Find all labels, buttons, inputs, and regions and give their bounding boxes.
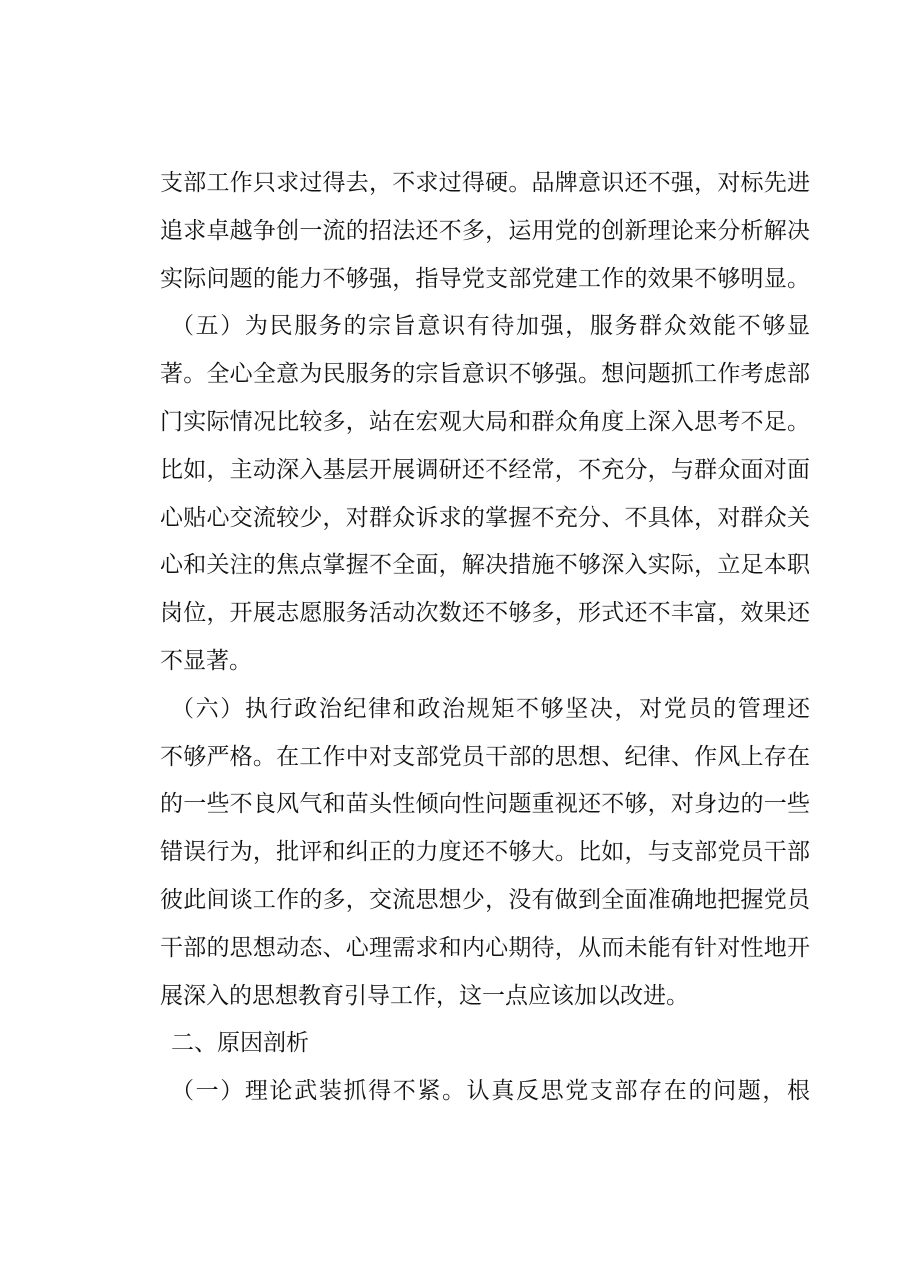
text-line: 心和关注的焦点掌握不全面，解决措施不够深入实际，立足本职 [160,552,810,579]
text-line: 不够严格。在工作中对支部党员干部的思想、纪律、作风上存在 [160,743,810,770]
text-line-subsection-one: （一）理论武装抓得不紧。认真反思党支部存在的问题，根 [171,1078,810,1105]
text-line: 展深入的思想教育引导工作，这一点应该加以改进。 [160,982,689,1009]
text-line: 彼此间谈工作的多，交流思想少，没有做到全面准确地把握党员 [160,886,810,913]
text-line: 不显著。 [160,647,252,674]
text-line: 心贴心交流较少，对群众诉求的掌握不充分、不具体，对群众关 [160,504,810,531]
document-body [160,167,810,1123]
text-line: 追求卓越争创一流的招法还不多，运用党的创新理论来分析解决 [160,217,810,244]
text-line-section-six: （六）执行政治纪律和政治规矩不够坚决，对党员的管理还 [171,695,810,722]
text-line: 著。全心全意为民服务的宗旨意识不够强。想问题抓工作考虑部 [160,361,810,388]
text-line-section-five: （五）为民服务的宗旨意识有待加强，服务群众效能不够显 [171,313,810,340]
text-line: 门实际情况比较多，站在宏观大局和群众角度上深入思考不足。 [160,408,810,435]
text-line: 干部的思想动态、心理需求和内心期待，从而未能有针对性地开 [160,934,810,961]
text-line: 比如，主动深入基层开展调研还不经常，不充分，与群众面对面 [160,456,810,483]
text-line: 错误行为，批评和纠正的力度还不够大。比如，与支部党员干部 [160,839,810,866]
text-line: 的一些不良风气和苗头性倾向性问题重视还不够，对身边的一些 [160,791,810,818]
text-line: 支部工作只求过得去，不求过得硬。品牌意识还不强，对标先进 [160,170,810,196]
section-heading: 二、原因剖析 [171,1030,309,1057]
text-line: 实际问题的能力不够强，指导党支部党建工作的效果不够明显。 [160,265,810,292]
text-line: 岗位，开展志愿服务活动次数还不够多，形式还不丰富，效果还 [160,600,810,627]
